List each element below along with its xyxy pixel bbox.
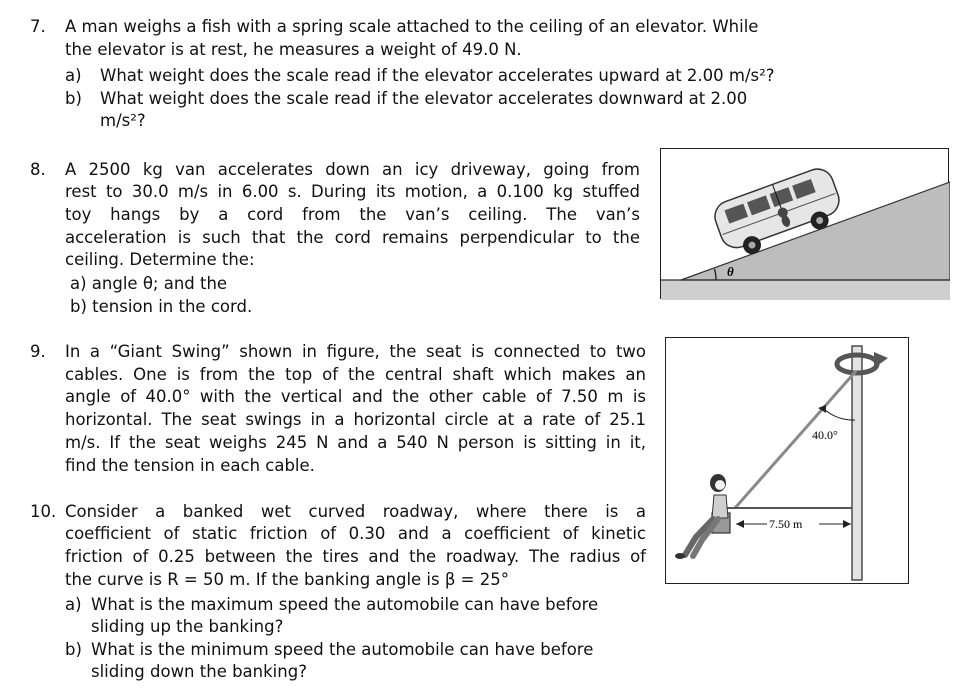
problem-text-line: acceleration is such that the cord remains perpendicular to the: [65, 228, 640, 247]
problem-number: 9.: [30, 342, 46, 361]
length-label: 7.50 m: [769, 517, 803, 531]
problem-text-line: cables. One is from the top of the central shaft which makes an: [65, 365, 646, 384]
problem-text-line: horizontal. The seat swings in a horizontal circle at a rate of 25.1: [65, 410, 646, 429]
problem-text-line: find the tension in each cable.: [65, 456, 315, 475]
problem-text-line: the curve is R = 50 m. If the banking angle is β = 25°: [65, 570, 509, 589]
part-text-line: sliding down the banking?: [91, 662, 307, 681]
part-text-line: What is the maximum speed the automobile can have before: [91, 595, 599, 614]
problem-text-line: the elevator is at rest, he measures a weight of 49.0 N.: [65, 40, 522, 59]
problem-text-line: A 2500 kg van accelerates down an icy driveway, going from: [65, 160, 640, 179]
part-text-line: a) angle θ; and the: [70, 274, 228, 293]
problem-number: 7.: [30, 17, 46, 36]
central-shaft: [852, 346, 862, 580]
part-label: a): [65, 66, 82, 85]
problem-text-line: rest to 30.0 m/s in 6.00 s. During its motion, a 0.100 kg stuffed: [65, 182, 640, 201]
problem-number: 10.: [30, 502, 57, 521]
part-text-line: sliding up the banking?: [91, 617, 284, 636]
part-text-line: m/s²?: [100, 111, 146, 130]
problem-text-line: In a “Giant Swing” shown in figure, the seat is connected to two: [65, 342, 646, 361]
person-icon: [675, 474, 728, 559]
part-text-line: What weight does the scale read if the elevator accelerates upward at 2.00 m/s²?: [100, 66, 775, 85]
problem-text-line: toy hangs by a cord from the van’s ceiling. The van’s: [65, 205, 640, 224]
problem-text-line: coefficient of static friction of 0.30 and a coefficient of kinetic: [65, 524, 646, 543]
part-text-line: What weight does the scale read if the elevator accelerates downward at 2.00: [100, 89, 748, 108]
giant-swing-figure: [665, 337, 909, 584]
part-text-line: What is the minimum speed the automobile can have before: [91, 640, 594, 659]
angle-label: 40.0°: [812, 428, 838, 442]
problem-text-line: angle of 40.0° with the vertical and the other cable of 7.50 m is: [65, 387, 646, 406]
angled-cable: [735, 371, 856, 508]
problem-text-line: m/s. If the seat weighs 245 N and a 540 N person is sitting in it,: [65, 433, 646, 452]
angle-label: θ: [727, 264, 734, 279]
part-text-line: b) tension in the cord.: [70, 297, 253, 316]
problem-number: 8.: [30, 160, 46, 179]
problem-text-line: ceiling. Determine the:: [65, 250, 255, 269]
part-label: a): [65, 595, 82, 614]
part-label: b): [65, 89, 82, 108]
ground: [661, 280, 950, 300]
angle-arc: [824, 409, 855, 420]
van-incline-figure: [660, 148, 949, 299]
problem-text-line: Consider a banked wet curved roadway, where there is a: [65, 502, 646, 521]
problem-text-line: A man weighs a fish with a spring scale attached to the ceiling of an elevator. While: [65, 17, 759, 36]
part-label: b): [65, 640, 82, 659]
problem-text-line: friction of 0.25 between the tires and the roadway. The radius of: [65, 547, 646, 566]
